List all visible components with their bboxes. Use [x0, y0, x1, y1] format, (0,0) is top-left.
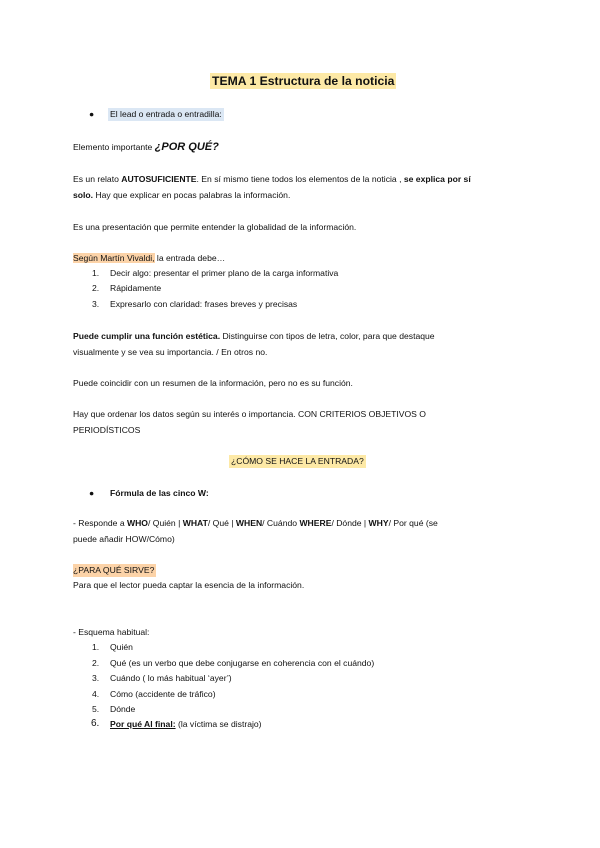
esquema-item-6	[110, 718, 262, 731]
vivaldi-rest: la entrada debe…	[154, 253, 226, 263]
responde-f: / Por qué (se	[388, 518, 438, 528]
esquema-num-4: 4.	[92, 689, 100, 699]
autosuficiente-bold: AUTOSUFICIENTE	[121, 174, 197, 184]
page-title: TEMA 1 Estructura de la noticia	[212, 74, 395, 88]
esquema-num-2: 2.	[92, 658, 100, 668]
victima-text: (la víctima se distrajo)	[175, 719, 262, 729]
por-que-heading: ¿POR QUÉ?	[154, 141, 219, 153]
ordenar-line-1: Hay que ordenar los datos según su interés o importancia. CON CRITERIOS OBJETIVOS O	[73, 409, 426, 419]
solo-bold: solo.	[73, 190, 94, 200]
relato-line-2	[73, 189, 290, 202]
para-heading: ¿PARA QUÉ SIRVE?	[73, 565, 155, 575]
vivaldi-num-2: 2.	[92, 283, 100, 293]
why-bold: WHY	[368, 518, 389, 528]
resumen-line: Puede coincidir con un resumen de la información, pero no es su función.	[73, 378, 353, 388]
responde-line-2: puede añadir HOW/Cómo)	[73, 534, 175, 544]
vivaldi-num-1: 1.	[92, 268, 100, 278]
importante-line	[73, 141, 219, 154]
estetica-line-2: visualmente y se vea su importancia. / En otros no.	[73, 347, 268, 357]
esquema-item-3: Cuándo ( lo más habitual ‘ayer’)	[110, 673, 232, 683]
estetica-bold: Puede cumplir una función estética.	[73, 331, 221, 341]
esquema-item-1: Quién	[110, 642, 133, 652]
importante-prefix: Elemento importante	[73, 142, 155, 152]
vivaldi-item-3: Expresarlo con claridad: frases breves y precisas	[110, 299, 298, 309]
vivaldi-item-1: Decir algo: presentar el primer plano de la carga informativa	[110, 268, 339, 278]
como-heading: ¿CÓMO SE HACE LA ENTRADA?	[231, 456, 364, 466]
responde-b: / Quién |	[148, 518, 183, 528]
responde-line-1	[73, 517, 438, 530]
esquema-item-5: Dónde	[110, 704, 136, 714]
where-bold: WHERE	[299, 518, 332, 528]
vivaldi-highlight: Según Martín Vivaldi,	[73, 253, 155, 263]
relato-text-c: . En sí mismo tiene todos los elementos de la noticia ,	[196, 174, 404, 184]
responde-e: / Dónde |	[331, 518, 369, 528]
estetica-line-1	[73, 330, 435, 343]
responde-a: - Responde a	[73, 518, 127, 528]
cinco-w-bullet: Fórmula de las cinco W:	[110, 488, 209, 498]
relato-text-f: Hay que explicar en pocas palabras la información.	[93, 190, 291, 200]
who-bold: WHO	[126, 518, 148, 528]
responde-d: / Cuándo	[262, 518, 300, 528]
lead-bullet-text: El lead o entrada o entradilla:	[110, 109, 222, 119]
relato-line-1	[73, 173, 471, 186]
esquema-num-6: 6.	[91, 718, 100, 729]
ordenar-line-2: PERIODÍSTICOS	[73, 425, 141, 435]
relato-text-a: Es un relato	[73, 174, 122, 184]
responde-c: / Qué |	[207, 518, 236, 528]
por-que-al-final: Por qué Al final:	[110, 719, 176, 729]
esquema-num-3: 3.	[92, 673, 100, 683]
estetica-rest: Distinguirse con tipos de letra, color, para que destaque	[220, 331, 435, 341]
vivaldi-item-2: Rápidamente	[110, 283, 162, 293]
para-line: Para que el lector pueda captar la esencia de la información.	[73, 580, 305, 590]
vivaldi-line	[73, 252, 225, 265]
esquema-item-2: Qué (es un verbo que debe conjugarse en coherencia con el cuándo)	[110, 658, 375, 668]
esquema-num-1: 1.	[92, 642, 100, 652]
esquema-item-4: Cómo (accidente de tráfico)	[110, 689, 216, 699]
bullet-dot-2: ●	[89, 488, 95, 498]
se-explica-bold: se explica por sí	[403, 174, 471, 184]
when-bold: WHEN	[235, 518, 263, 528]
presentacion-line: Es una presentación que permite entender la globalidad de la información.	[73, 222, 357, 232]
bullet-dot: ●	[89, 109, 95, 119]
esquema-label: - Esquema habitual:	[73, 627, 150, 637]
vivaldi-num-3: 3.	[92, 299, 100, 309]
what-bold: WHAT	[182, 518, 208, 528]
esquema-num-5: 5.	[92, 704, 100, 714]
